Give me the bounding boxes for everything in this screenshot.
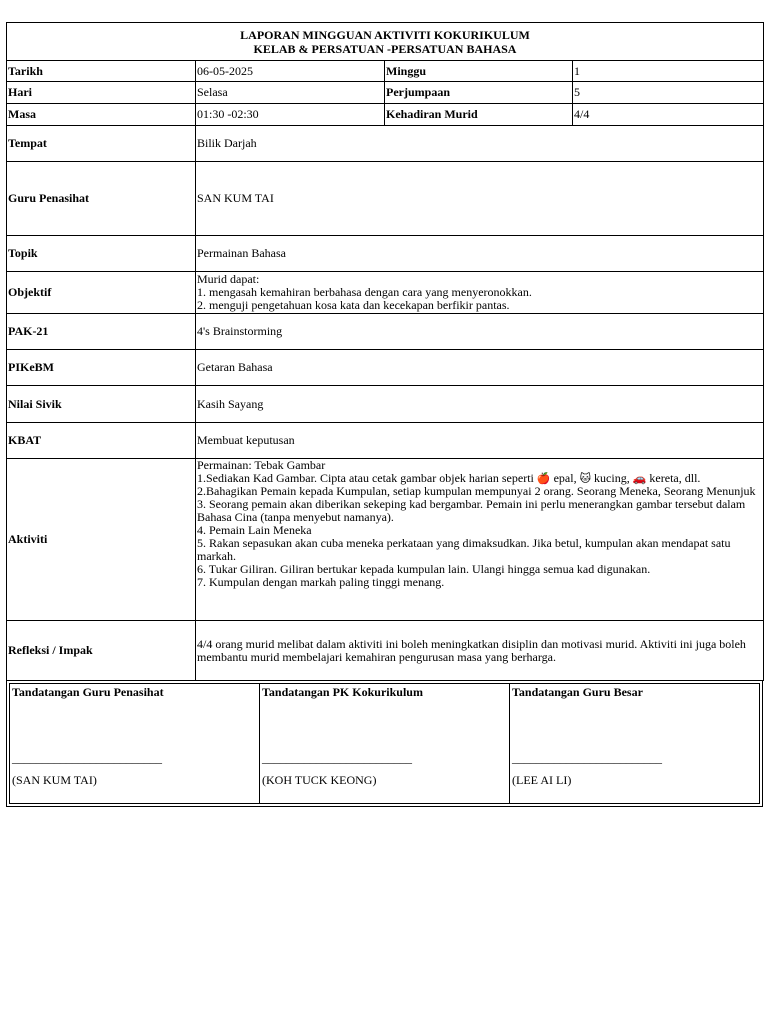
nilai-sivik-label: Nilai Sivik [7,386,196,423]
masa-value: 01:30 -02:30 [196,104,385,126]
report-table [6,22,764,681]
signature-title: Tandatangan Guru Besar [512,685,643,699]
objektif-line: 1. mengasah kemahiran berbahasa dengan cara yang menyeronokkan. [197,285,532,299]
cat-icon: 🐱 [579,472,592,485]
kbat-value: Membuat keputusan [196,423,764,459]
signature-name: (LEE AI LI) [512,773,572,787]
aktiviti-value [196,459,764,621]
hari-label: Hari [7,82,196,104]
objektif-line: 2. menguji pengetahuan kosa kata dan kecekapan berfikir pantas. [197,298,510,312]
apple-icon: 🍎 [536,472,551,485]
kbat-label: KBAT [7,423,196,459]
aktiviti-line: 6. Tukar Giliran. Giliran bertukar kepada kumpulan lain. Ulangi hingga semua kad digunakan. [197,562,651,576]
tarikh-label: Tarikh [7,61,196,82]
report-title: LAPORAN MINGGUAN AKTIVITI KOKURIKULUM [240,27,530,42]
hari-value: Selasa [196,82,385,104]
pikebm-value: Getaran Bahasa [196,350,764,386]
guru-penasihat-value: SAN KUM TAI [196,162,764,236]
aktiviti-line: 7. Kumpulan dengan markah paling tinggi menang. [197,575,445,589]
pikebm-label: PIKeBM [7,350,196,386]
guru-penasihat-label: Guru Penasihat [7,162,196,236]
tempat-label: Tempat [7,126,196,162]
signature-pk-kokurikulum [260,684,510,804]
minggu-value: 1 [573,61,764,82]
aktiviti-line: 5. Rakan sepasukan akan cuba meneka perkataan yang dimaksudkan. Jika betul, kumpulan akan mendapat satu markah. [197,536,731,563]
signature-table [9,683,760,804]
signature-title: Tandatangan Guru Penasihat [12,685,164,699]
signature-guru-penasihat [10,684,260,804]
refleksi-value: 4/4 orang murid melibat dalam aktiviti ini boleh meningkatkan disiplin dan motivasi murid. Aktiviti ini juga boleh membantu murid membelajari kemahiran pengurusan masa yang berharga. [196,621,764,681]
car-word: kereta, dll. [649,471,701,485]
objektif-label: Objektif [7,272,196,314]
apple-word: epal, [553,471,577,485]
objektif-value [196,272,764,314]
cat-word: kucing, [594,471,630,485]
perjumpaan-value: 5 [573,82,764,104]
aktiviti-line: 4. Pemain Lain Meneka [197,523,312,537]
signature-line: _________________________ [262,751,412,765]
pak21-value: 4's Brainstorming [196,314,764,350]
aktiviti-line: 2.Bahagikan Pemain kepada Kumpulan, setiap kumpulan mempunyai 2 orang. Seorang Meneka, Seorang Menunjuk [197,484,756,498]
signature-line: _________________________ [12,751,162,765]
perjumpaan-label: Perjumpaan [385,82,573,104]
kehadiran-label: Kehadiran Murid [385,104,573,126]
masa-label: Masa [7,104,196,126]
signature-title: Tandatangan PK Kokurikulum [262,685,423,699]
aktiviti-step1-text: 1.Sediakan Kad Gambar. Cipta atau cetak gambar objek harian seperti [197,471,534,485]
aktiviti-line: Permainan: Tebak Gambar [197,458,326,472]
report-subtitle: KELAB & PERSATUAN -PERSATUAN BAHASA [253,41,517,56]
tempat-value: Bilik Darjah [196,126,764,162]
minggu-label: Minggu [385,61,573,82]
signature-name: (KOH TUCK KEONG) [262,773,377,787]
report-sheet [6,22,763,807]
signature-guru-besar [510,684,760,804]
aktiviti-line: 3. Seorang pemain akan diberikan sekeping kad bergambar. Pemain ini perlu menerangkan gambar tersebut dalam Bahasa Cina (tanpa menyebut namanya). [197,497,746,524]
car-icon: 🚗 [632,472,647,485]
objektif-line: Murid dapat: [197,272,260,286]
signature-line: _________________________ [512,751,662,765]
topik-label: Topik [7,236,196,272]
aktiviti-label: Aktiviti [7,459,196,621]
report-header [7,23,764,61]
pak21-label: PAK-21 [7,314,196,350]
tarikh-value: 06-05-2025 [196,61,385,82]
signature-section [6,681,763,807]
kehadiran-value: 4/4 [573,104,764,126]
topik-value: Permainan Bahasa [196,236,764,272]
signature-name: (SAN KUM TAI) [12,773,97,787]
nilai-sivik-value: Kasih Sayang [196,386,764,423]
refleksi-label: Refleksi / Impak [7,621,196,681]
